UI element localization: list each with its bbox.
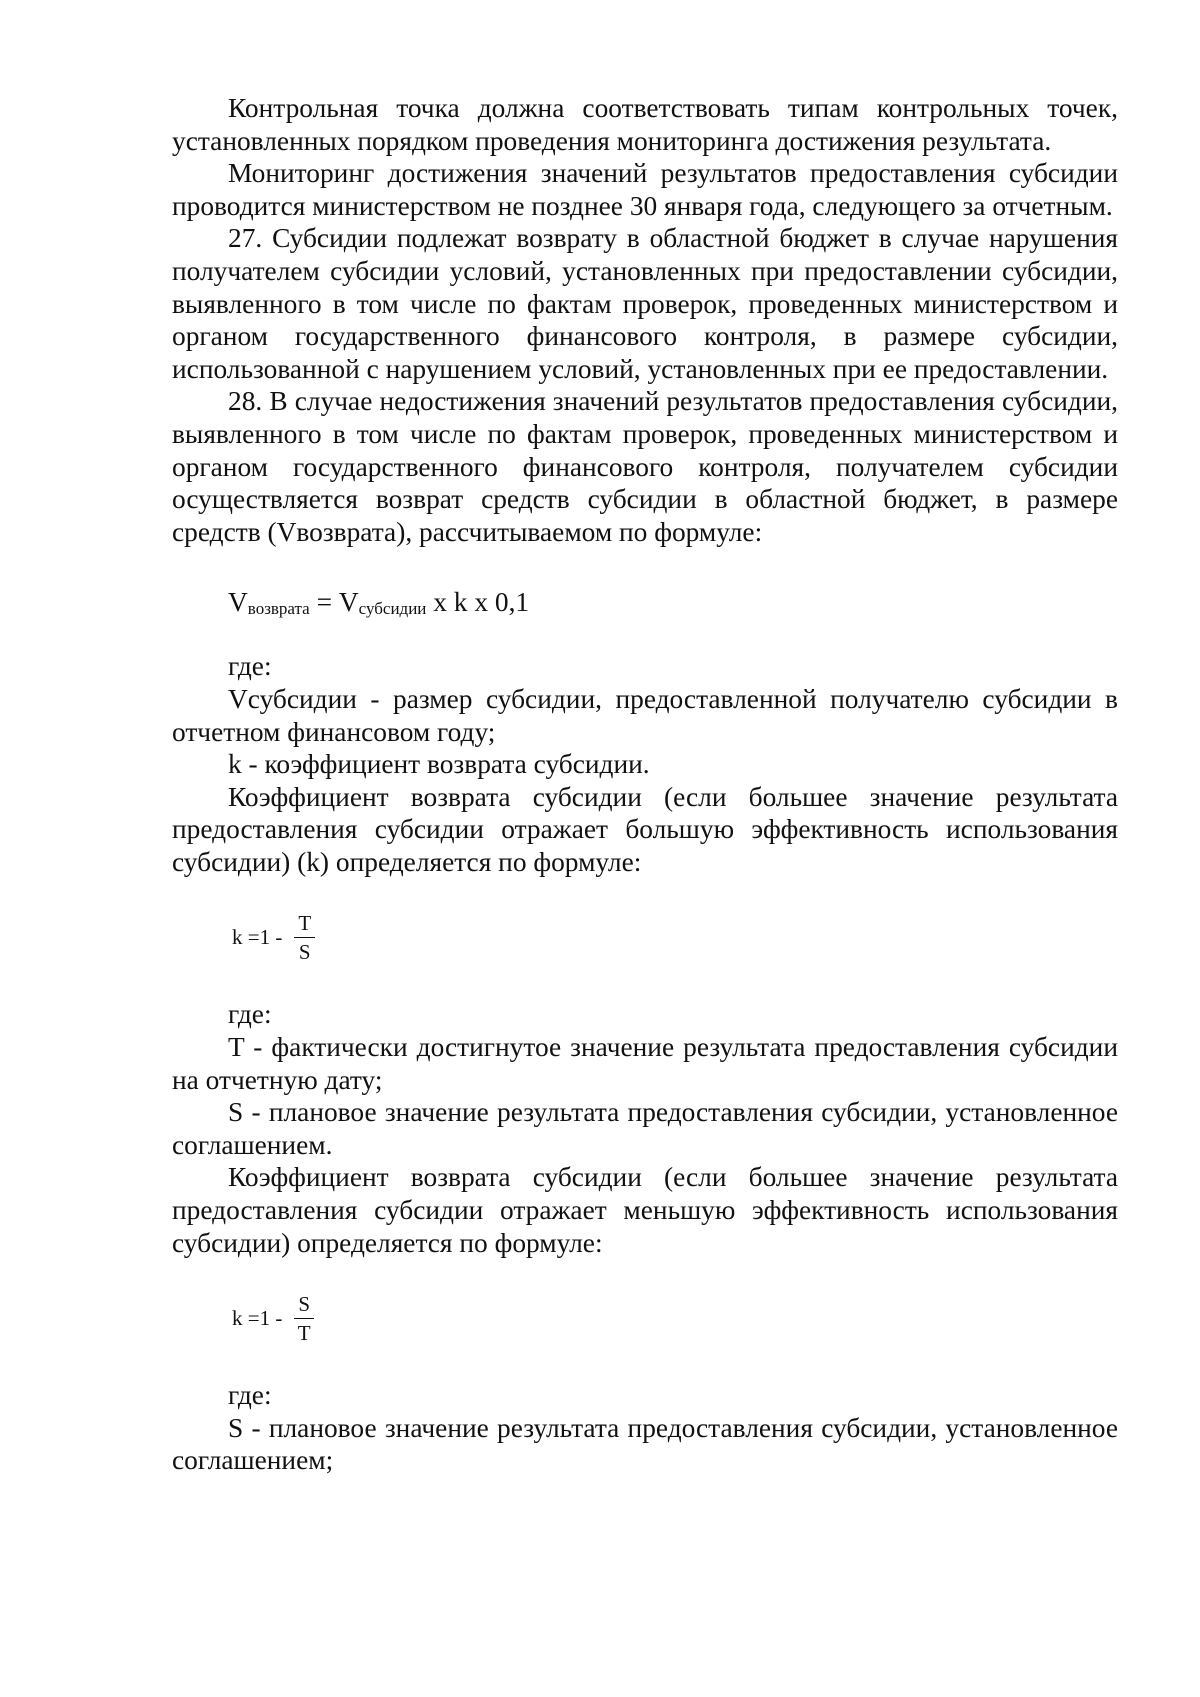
paragraph-s-def-2: S - плановое значение результата предоставления субсидии, установленное соглашением; [172,1412,1118,1476]
formula-k1 [232,902,1118,972]
formula-k2-numerator: S [294,1293,314,1319]
formula-k2-denominator: T [297,1320,311,1345]
paragraph-v-subsidy-def: Vсубсидии - размер субсидии, предоставленной получателю субсидии в отчетном финансовом году; [172,683,1118,747]
paragraph-27: 27. Субсидии подлежат возврату в областной бюджет в случае нарушения получателем субсидии условий, установленных при предоставлении субсидии, выявленного в том числе по фактам проверок, проведенных министерством и органом государственного финансового контроля, в размере субсидии, использованной с нарушением условий, установленных при ее предоставлении. [172,223,1118,384]
paragraph-28: 28. В случае недостижения значений результатов предоставления субсидии, выявленного в том числе по фактам проверок, проведенных министерством и органом государственного финансового контроля, получателем субсидии осуществляется возврат средств субсидии в областной бюджет, в размере средств (Vвозврата), рассчитываемом по формуле: [172,386,1118,547]
formula-k2-left: k =1 - [232,1305,283,1330]
formula-k2-fraction [294,1293,314,1344]
paragraph-k-formula-intro-1: Коэффициент возврата субсидии (если большее значение результата предоставления субсидии отражает большую эффективность использования субсидии) (k) определяется по формуле: [172,781,1118,877]
formula-k2 [232,1283,1118,1353]
formula-k1-numerator: T [294,912,315,938]
formula-v-return [228,582,1118,622]
paragraph-k-def: k - коэффициент возврата субсидии. [228,749,650,780]
paragraph-s-def-1: S - плановое значение результата предоставления субсидии, установленное соглашением. [172,1097,1118,1160]
where-label-2: где: [228,999,272,1030]
formula-v-sub-subsidy: субсидии [358,599,427,619]
paragraph-control-point: Контрольная точка должна соответствовать типам контрольных точек, установленных порядком проведения мониторинга достижения результата. [172,93,1118,156]
paragraph-k-formula-intro-2: Коэффициент возврата субсидии (если большее значение результата предоставления субсидии отражает меньшую эффективность использования субсидии) определяется по формуле: [172,1162,1118,1258]
formula-v-symbol: V [228,587,248,618]
where-label-3: где: [228,1380,272,1411]
formula-v-equals: = V [309,587,359,618]
formula-k1-left: k =1 - [232,925,283,950]
formula-k1-denominator: S [298,939,311,964]
document-page [172,92,1118,1477]
formula-v-sub-return: возврата [247,599,310,619]
formula-v-rest: x k x 0,1 [426,587,530,618]
where-label-1: где: [228,651,272,682]
formula-k1-fraction [294,912,315,963]
paragraph-t-def: T - фактически достигнутое значение результата предоставления субсидии на отчетную дату; [172,1032,1118,1095]
paragraph-monitoring: Мониторинг достижения значений результатов предоставления субсидии проводится министерством не позднее 30 января года, следующего за отчетным. [172,158,1118,221]
